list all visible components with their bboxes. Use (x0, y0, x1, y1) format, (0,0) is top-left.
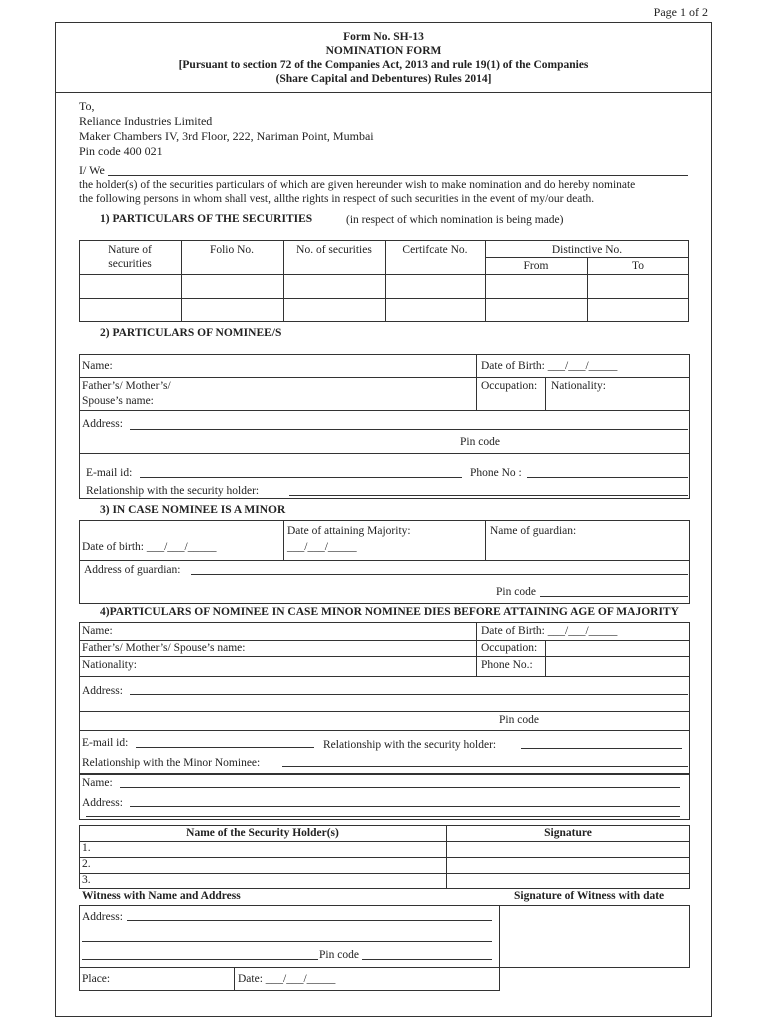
alt2-address-field[interactable] (130, 806, 680, 807)
form-title: NOMINATION FORM (325, 45, 442, 57)
section1-note: (in respect of which nomination is being made) (346, 214, 564, 226)
col-nosec: No. of securities (296, 244, 372, 256)
row-divider (485, 257, 689, 258)
guardian-address-field[interactable] (191, 574, 688, 575)
alt-nominee-phone-label: Phone No.: (481, 659, 533, 671)
witness-date[interactable]: Date: ___/___/_____ (238, 973, 336, 985)
page-number: Page 1 of 2 (653, 5, 708, 19)
col-nature (79, 243, 181, 271)
row-divider (79, 857, 690, 858)
row-divider (79, 711, 690, 712)
guardian-pincode-label: Pin code (496, 586, 536, 598)
witness-heading: Witness with Name and Address (82, 890, 241, 902)
intro-text-2: the following persons in whom shall vest, allthe rights in respect of such securities in the event of my/our death. (79, 193, 595, 205)
col-cert: Certifcate No. (402, 244, 468, 256)
nominee-relationship-label: Relationship with the security holder: (86, 485, 260, 497)
col-divider (545, 377, 546, 410)
intro-text-1: the holder(s) of the securities particulars of which are given hereunder wish to make nomination and do hereby nominate (79, 179, 636, 191)
alt-nominee-occupation-label: Occupation: (481, 642, 538, 654)
nominee-email-field[interactable] (140, 477, 462, 478)
recipient-address (79, 99, 374, 159)
alt-nominee-email-field[interactable] (136, 747, 314, 748)
row-divider (79, 560, 690, 561)
nominee-occupation-label: Occupation: (481, 380, 538, 392)
alt-nominee-email-label: E-mail id: (82, 737, 129, 749)
col-divider (476, 622, 477, 676)
alt-nominee-dob[interactable]: Date of Birth: ___/___/_____ (481, 625, 618, 637)
row-divider (79, 656, 690, 657)
nominee-address-label: Address: (82, 418, 123, 430)
alt-nominee-relationship-minor-label: Relationship with the Minor Nominee: (82, 757, 261, 769)
row-divider (79, 377, 690, 378)
alt-nominee-address-label: Address: (82, 685, 123, 697)
nominee-relationship-field[interactable] (289, 495, 688, 496)
guardian-name-label: Name of guardian: (490, 525, 577, 537)
row-divider (79, 967, 500, 968)
col-divider (283, 520, 284, 560)
nominee-parent-label-1: Father’s/ Mother’s/ (82, 380, 171, 392)
witness-place-label: Place: (82, 973, 111, 985)
nominee-phone-label: Phone No : (470, 467, 522, 479)
col-divider (545, 640, 546, 676)
signature-col-name: Name of the Security Holder(s) (186, 827, 339, 839)
col-from: From (523, 260, 549, 272)
iwe-label: I/ We (79, 163, 105, 177)
section3-heading: 3) IN CASE NOMINEE IS A MINOR (100, 504, 286, 516)
row-divider (79, 640, 690, 641)
col-folio: Folio No. (209, 244, 255, 256)
alt-nominee-name-label: Name: (82, 625, 113, 637)
witness-address-field[interactable] (127, 920, 492, 921)
alt-nominee-parent-label: Father’s/ Mother’s/ Spouse’s name: (82, 642, 246, 654)
row-divider (79, 410, 690, 411)
row-divider (79, 274, 689, 275)
row-divider (79, 676, 690, 677)
address-company: Reliance Industries Limited (79, 114, 213, 128)
witness-address-field-2[interactable] (82, 941, 492, 942)
signature-row-2[interactable]: 2. (82, 858, 91, 870)
address-to: To, (79, 99, 95, 113)
col-divider (476, 354, 477, 410)
nominee-email-label: E-mail id: (86, 467, 133, 479)
section4-heading: 4)PARTICULARS OF NOMINEE IN CASE MINOR NOMINEE DIES BEFORE ATTAINING AGE OF MAJORITY (100, 606, 679, 618)
alt2-address-field-2[interactable] (86, 816, 680, 817)
signature-row-3[interactable]: 3. (82, 874, 91, 886)
witness-address-label: Address: (82, 911, 123, 923)
nominee-parent-label-2: Spouse’s name: (82, 395, 154, 407)
witness-address-field-3[interactable] (82, 959, 318, 960)
pursuant-line-2: (Share Capital and Debentures) Rules 2014] (275, 73, 492, 85)
row-divider (79, 453, 690, 454)
alt-box-2 (79, 774, 690, 820)
section1-heading: 1) PARTICULARS OF THE SECURITIES (100, 213, 313, 225)
row-divider (79, 298, 689, 299)
nominee-dob[interactable]: Date of Birth: ___/___/_____ (481, 360, 618, 372)
nominee-phone-field[interactable] (527, 477, 688, 478)
guardian-address-label: Address of guardian: (84, 564, 181, 576)
alt-nominee-relationship-minor-field[interactable] (282, 766, 688, 767)
row-divider (79, 730, 690, 731)
row-divider (79, 841, 690, 842)
form-number: Form No. SH-13 (343, 31, 424, 43)
witness-signature-heading: Signature of Witness with date (514, 890, 665, 902)
alt2-name-field[interactable] (120, 787, 680, 788)
col-divider (234, 967, 235, 991)
alt-nominee-relationship-holder-field[interactable] (521, 748, 682, 749)
address-pin: Pin code 400 021 (79, 144, 163, 158)
col-divider (485, 520, 486, 560)
minor-dob[interactable]: Date of birth: ___/___/_____ (82, 541, 217, 553)
nominee-address-field[interactable] (130, 429, 688, 430)
col-nature-line1: Nature of (108, 244, 152, 256)
nominee-pincode-label: Pin code (460, 436, 500, 448)
alt-nominee-pincode-label: Pin code (499, 714, 539, 726)
signature-row-1[interactable]: 1. (82, 842, 91, 854)
alt2-name-label: Name: (82, 777, 113, 789)
witness-pincode-field[interactable] (362, 959, 492, 960)
address-line: Maker Chambers IV, 3rd Floor, 222, Nariman Point, Mumbai (79, 129, 374, 143)
witness-pincode-label: Pin code (319, 949, 359, 961)
alt-nominee-relationship-holder-label: Relationship with the security holder: (323, 739, 497, 751)
col-to: To (632, 260, 644, 272)
alt2-address-label: Address: (82, 797, 123, 809)
iwe-field[interactable] (108, 175, 688, 176)
nominee-name-label: Name: (82, 360, 113, 372)
witness-signature-box[interactable] (499, 905, 690, 968)
form-header (55, 30, 712, 86)
majority-date[interactable]: ___/___/_____ (287, 541, 357, 553)
guardian-pincode-field[interactable] (540, 596, 688, 597)
header-divider (55, 92, 712, 93)
section2-heading: 2) PARTICULARS OF NOMINEE/S (100, 327, 282, 339)
signature-col-sig: Signature (544, 827, 592, 839)
alt-nominee-nationality-label: Nationality: (82, 659, 137, 671)
alt-nominee-address-field[interactable] (130, 694, 688, 695)
col-nature-line2: securities (108, 258, 152, 270)
col-distinctive: Distinctive No. (551, 244, 623, 256)
majority-label: Date of attaining Majority: (287, 525, 411, 537)
row-divider (79, 873, 690, 874)
nominee-nationality-label: Nationality: (551, 380, 606, 392)
pursuant-line-1: [Pursuant to section 72 of the Companies Act, 2013 and rule 19(1) of the Companies (178, 59, 589, 71)
